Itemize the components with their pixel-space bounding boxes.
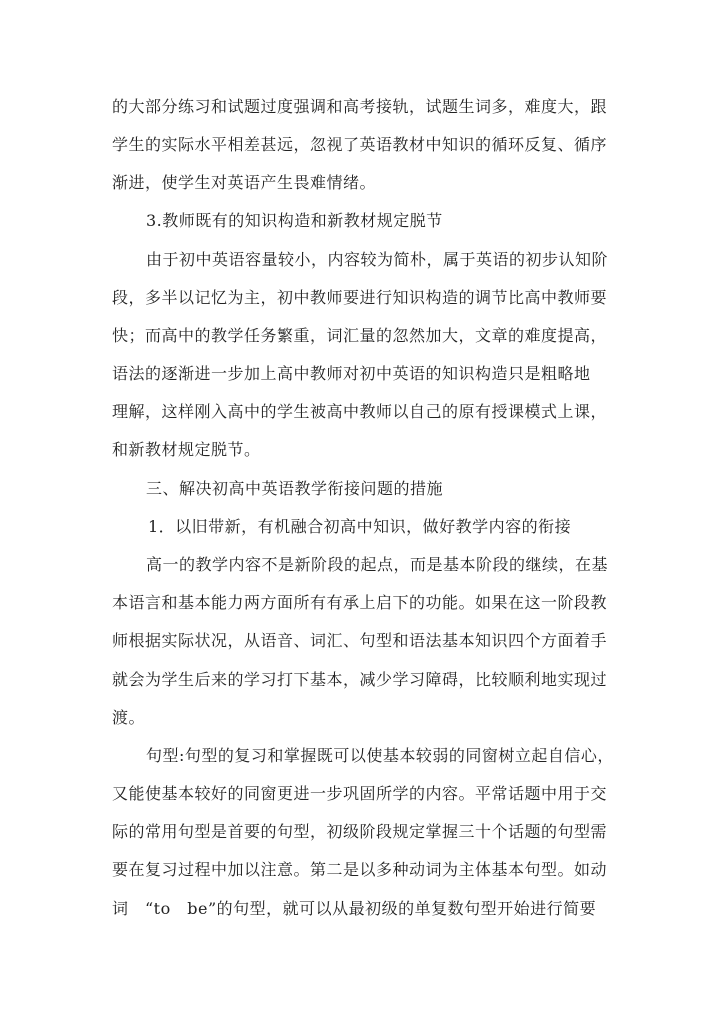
text-line: 理解，这样刚入高中的学生被高中教师以自己的原有授课模式上课， — [112, 402, 608, 421]
paragraph-first-line: 句型:句型的复习和掌握既可以使基本较弱的同窗树立起自信心， — [146, 746, 614, 765]
text-line: 渐进，使学生对英语产生畏难情绪。 — [112, 173, 377, 192]
text-line: 学生的实际水平相差甚远，忽视了英语教材中知识的循环反复、循序 — [112, 135, 608, 154]
section-heading: 三、解决初高中英语教学衔接问题的措施 — [146, 479, 444, 498]
section-subheading: 3.教师既有的知识构造和新教材规定脱节 — [146, 211, 443, 230]
text-line: 的大部分练习和试题过度强调和高考接轨，试题生词多，难度大，跟 — [112, 97, 608, 116]
text-line: 和新教材规定脱节。 — [112, 440, 261, 459]
text-line: 渡。 — [112, 708, 146, 727]
text-line: 语法的逐渐进一步加上高中教师对初中英语的知识构造只是粗略地 — [112, 364, 591, 383]
text-line: 快；而高中的教学任务繁重，词汇量的忽然加大，文章的难度提高， — [112, 326, 608, 345]
text-line: 又能使基本较好的同窗更进一步巩固所学的内容。平常话题中用于交 — [112, 784, 608, 803]
text-line: 就会为学生后来的学习打下基本，减少学习障碍，比较顺利地实现过 — [112, 670, 608, 689]
numbered-subheading: 1．以旧带新，有机融合初高中知识，做好教学内容的衔接 — [148, 517, 572, 536]
text-line: 词 “to be”的句型，就可以从最初级的单复数句型开始进行简要 — [112, 899, 597, 918]
text-line: 际的常用句型是首要的句型，初级阶段规定掌握三十个话题的句型需 — [112, 822, 608, 841]
paragraph-first-line: 高一的教学内容不是新阶段的起点，而是基本阶段的继续，在基 — [146, 555, 609, 574]
paragraph-first-line: 由于初中英语容量较小，内容较为简朴，属于英语的初步认知阶 — [146, 250, 609, 269]
text-line: 本语言和基本能力两方面所有有承上启下的功能。如果在这一阶段教 — [112, 593, 608, 612]
text-line: 要在复习过程中加以注意。第二是以多种动词为主体基本句型。如动 — [112, 860, 608, 879]
text-line: 段，多半以记忆为主，初中教师要进行知识构造的调节比高中教师要 — [112, 288, 608, 307]
text-line: 师根据实际状况，从语音、词汇、句型和语法基本知识四个方面着手 — [112, 631, 608, 650]
